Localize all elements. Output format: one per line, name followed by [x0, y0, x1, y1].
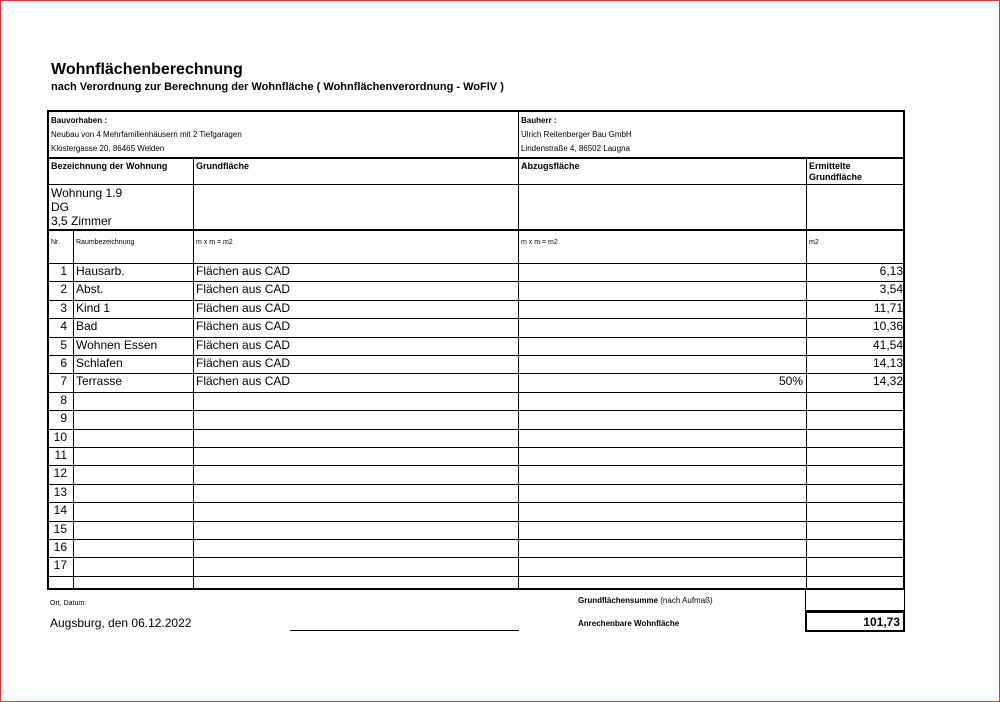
header-separator	[49, 157, 903, 159]
table-row	[49, 410, 903, 428]
row-nr: 6	[60, 356, 67, 370]
header-base-area: Grundfläche	[196, 161, 250, 171]
row-nr: 9	[60, 411, 67, 426]
apartment-name: Wohnung 1.9	[51, 186, 123, 200]
apartment-separator	[49, 229, 903, 231]
row-room: Bad	[76, 319, 98, 334]
table-row	[49, 429, 903, 447]
row-value: 11,71	[873, 300, 903, 315]
row-room: Hausarb.	[76, 264, 125, 278]
row-room: Terrasse	[76, 374, 123, 389]
subheader-unit: m2	[809, 239, 819, 246]
row-nr: 2	[60, 282, 67, 297]
subheader-nr: Nr.	[51, 239, 60, 246]
header-result-1: Ermittelte	[809, 161, 851, 171]
row-value: 10,36	[872, 319, 903, 334]
header-result-2: Grundfläche	[809, 172, 863, 182]
header-line	[49, 184, 903, 185]
row-base: Flächen aus CAD	[196, 356, 291, 370]
row-nr: 5	[60, 337, 67, 352]
client-label: Bauherr :	[521, 116, 557, 125]
header-divider	[518, 112, 519, 157]
row-nr: 3	[60, 300, 67, 315]
table-row	[49, 373, 903, 391]
row-value: 14,13	[872, 356, 903, 370]
row-base: Flächen aus CAD	[196, 300, 291, 315]
sum-label-wrap	[578, 596, 713, 605]
row-value: 14,32	[872, 374, 903, 389]
table-row	[49, 465, 903, 483]
document-title: Wohnflächenberechnung	[51, 61, 243, 78]
row-nr: 17	[53, 558, 67, 573]
table-row	[49, 521, 903, 539]
apartment-floor: DG	[51, 200, 69, 214]
row-base: Flächen aus CAD	[196, 282, 291, 297]
row-nr: 13	[53, 484, 67, 499]
signature-line	[290, 630, 519, 631]
table-row	[49, 355, 903, 373]
row-value: 6,13	[879, 264, 903, 278]
row-base: Flächen aus CAD	[196, 337, 291, 352]
calculation-sheet	[47, 110, 905, 590]
subheader-formula-ded: m x m = m2	[521, 239, 558, 246]
row-value: 3,54	[879, 282, 903, 297]
total-box	[805, 611, 905, 632]
project-line1: Neubau von 4 Mehrfamilienhäusern mit 2 Tiefgaragen	[51, 130, 242, 139]
row-nr: 8	[60, 392, 67, 407]
apartment-rooms: 3,5 Zimmer	[51, 214, 112, 228]
row-base: Flächen aus CAD	[196, 264, 291, 278]
row-value: 41,54	[872, 337, 903, 352]
row-nr: 10	[53, 429, 67, 444]
row-room: Kind 1	[76, 300, 111, 315]
row-deduction: 50%	[779, 374, 804, 389]
subheader-formula-base: m x m = m2	[196, 239, 233, 246]
total-label: Anrechenbare Wohnfläche	[578, 619, 680, 628]
table-row	[49, 263, 903, 281]
place-date: Augsburg, den 06.12.2022	[50, 616, 192, 630]
row-base: Flächen aus CAD	[196, 374, 291, 389]
row-nr: 7	[60, 374, 67, 389]
document-subtitle: nach Verordnung zur Berechnung der Wohnfläche ( Wohnflächenverordnung - WoFlV )	[51, 81, 504, 93]
table-row	[49, 337, 903, 355]
row-nr: 14	[53, 503, 67, 518]
table-row	[49, 557, 903, 575]
table-row	[49, 392, 903, 410]
row-nr: 11	[54, 448, 67, 462]
table-row	[49, 484, 903, 502]
table-row	[49, 318, 903, 336]
place-date-label: Ort, Datum:	[50, 600, 87, 607]
sum-note: (nach Aufmaß)	[660, 596, 713, 605]
row-line	[49, 576, 903, 577]
table-row	[49, 502, 903, 520]
table-row	[49, 447, 903, 465]
row-nr: 12	[53, 466, 67, 481]
table-row	[49, 300, 903, 318]
table-row	[49, 281, 903, 299]
row-nr: 4	[60, 319, 67, 334]
total-value: 101,73	[863, 615, 900, 629]
table-row	[49, 539, 903, 557]
client-line1: Ulrich Reitenberger Bau GmbH	[521, 130, 632, 139]
row-room: Wohnen Essen	[76, 337, 158, 352]
sum-label: Grundflächensumme	[578, 596, 659, 605]
row-base: Flächen aus CAD	[196, 319, 291, 334]
row-room: Abst.	[76, 282, 104, 297]
row-nr: 15	[53, 521, 67, 536]
project-label: Bauvorhaben :	[51, 116, 108, 125]
subheader-room: Raumbezeichnung	[76, 239, 135, 246]
header-apartment: Bezeichnung der Wohnung	[51, 161, 168, 171]
project-line2: Klostergasse 20, 86465 Welden	[51, 144, 165, 153]
client-line2: Lindenstraße 4, 86502 Laugna	[521, 144, 630, 153]
row-nr: 16	[53, 540, 67, 554]
row-nr: 1	[60, 264, 67, 278]
sum-box	[805, 590, 905, 611]
row-room: Schlafen	[76, 356, 123, 370]
header-deduction: Abzugsfläche	[521, 161, 580, 171]
